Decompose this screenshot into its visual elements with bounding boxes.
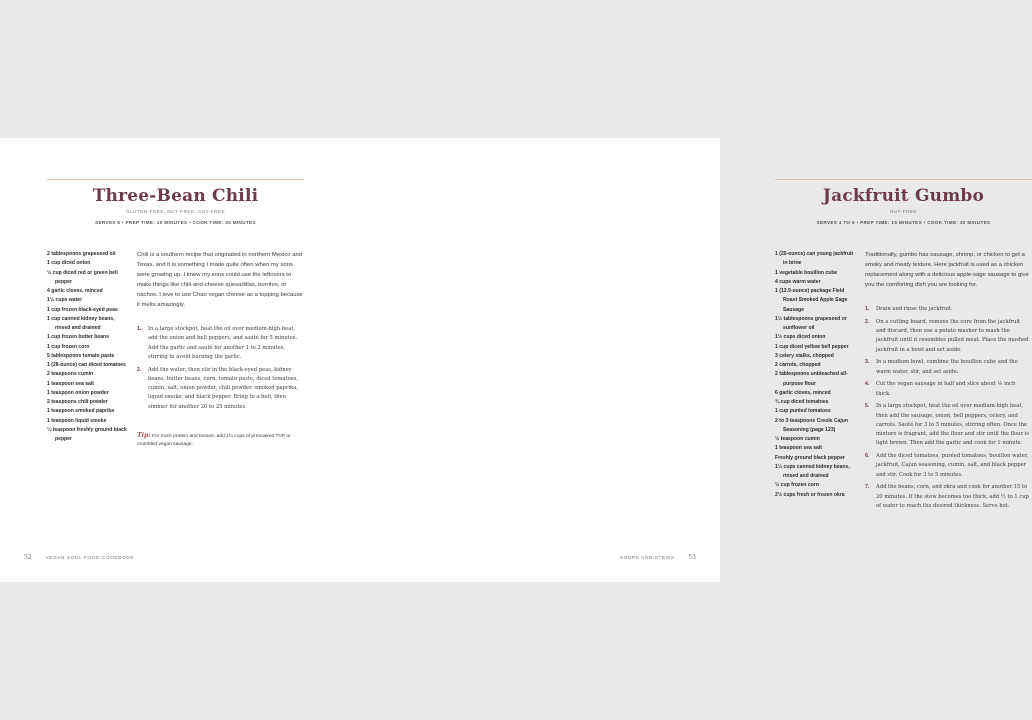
ingredient-item: 1 (12.9-ounce) package Field Roast Smoked Apple Sage Sausage — [775, 288, 848, 313]
step-number: 2. — [137, 366, 142, 373]
instruction-step — [865, 402, 1031, 448]
ingredient-item: 6 garlic cloves, minced — [775, 389, 831, 396]
step-text: In a large stockpot, heat the oil over medium-high heat, add the onion and bell peppers, and sauté for 5 minutes. Add the garlic and sauté for another 1 to 2 minutes, stirring to avoid burning the garlic. — [148, 326, 298, 360]
ingredient-item: 2½ cups fresh or frozen okra — [775, 491, 845, 498]
ingredient-item: 1 vegetable bouillon cube — [775, 269, 838, 276]
header-rule — [775, 179, 1032, 180]
recipe-meta: SERVES 6 • PREP TIME: 10 MINUTES • COOK TIME: 30 MINUTES — [95, 220, 256, 225]
tip-text: For more protein and texture, add 1½ cups of presoaked TVP or crumbled vegan sausage. — [137, 434, 291, 447]
ingredient-item: 1 teaspoon onion powder — [47, 389, 109, 396]
ingredient-list — [47, 250, 127, 444]
step-text: Add the water, then stir in the black-eyed peas, kidney beans, butter beans, corn, tomato paste, diced tomatoes, cumin, salt, onion powder, chili powder, smoked paprika, liquid smoke, and black pepper. Bring to a boil, then simmer for another 20 to 25 minutes. — [148, 366, 299, 410]
ingredient-item: 2 to 3 teaspoons Creole Cajun Seasoning (page 123) — [775, 417, 849, 433]
instruction-step — [137, 366, 303, 412]
instruction-step — [137, 325, 303, 362]
page-number: 52 — [24, 554, 32, 561]
ingredient-item: 2 teaspoons chili powder — [47, 399, 108, 405]
ingredient-item: 1 (20-ounce) can young jackfruit in brine — [775, 251, 854, 267]
ingredient-item: ¾ cup diced tomatoes — [775, 399, 829, 405]
ingredient-item: 2 tablespoons grapeseed oil — [47, 251, 116, 257]
tip-label: Tip: — [137, 432, 151, 439]
ingredient-item: 2 teaspoons cumin — [47, 371, 94, 378]
step-number: 1. — [865, 306, 870, 312]
ingredient-item: 1 cup diced onion — [47, 260, 91, 267]
ingredient-item: 1 cup diced yellow bell pepper — [775, 343, 849, 350]
ingredient-item: 1½ cups canned kidney beans, rinsed and drained — [775, 463, 850, 479]
ingredient-item: 4 cups warm water — [775, 278, 821, 285]
ingredient-item: 1½ cups water — [47, 297, 83, 304]
ingredient-item: 1 cup puréed tomatoes — [775, 408, 831, 415]
running-head: VEGAN SOUL FOOD COOKBOOK — [45, 556, 135, 561]
ingredient-item: 1 cup frozen black-eyed peas — [47, 306, 118, 313]
recipe-intro: Traditionally, gumbo has sausage, shrimp, or chicken to get a smoky and meaty texture. Here jackfruit is used as a chicken replacement along with a delicious apple-sage sausage to give you the comforting dish you are looking for. — [865, 252, 1029, 288]
ingredient-item: 1 teaspoon sea salt — [47, 380, 94, 387]
ingredient-item: 3 celery stalks, chopped — [775, 352, 834, 359]
instruction-step — [865, 483, 1031, 511]
dietary-tags: NUT-FREE — [890, 209, 917, 214]
ingredient-item: ¼ teaspoon freshly ground black pepper — [47, 426, 127, 442]
ingredient-item: 1 teaspoon smoked paprika — [47, 408, 115, 415]
page-footer — [620, 554, 696, 561]
recipe-meta: SERVES 4 TO 6 • PREP TIME: 15 MINUTES • COOK TIME: 30 MINUTES — [816, 220, 991, 225]
step-number: 2. — [865, 318, 870, 325]
instruction-step — [865, 380, 1031, 399]
step-number: 1. — [137, 326, 142, 332]
ingredient-item: 1 cup frozen butter beans — [47, 334, 109, 341]
header-rule — [47, 179, 304, 180]
ingredient-list — [775, 250, 855, 500]
ingredient-item: 4 garlic cloves, minced — [47, 288, 103, 294]
page-footer — [24, 554, 134, 561]
instruction-step — [865, 358, 1031, 377]
ingredient-item: 1½ cups diced onion — [775, 334, 826, 341]
step-number: 7. — [865, 484, 870, 491]
ingredient-item: 1 cup canned kidney beans, rinsed and drained — [47, 315, 115, 331]
step-text: On a cutting board, remove the core from the jackfruit and discard, then use a potato masher to mash the jackfruit until it resembles pulled meat. Place the mashed jackfruit in a bowl and set aside. — [876, 318, 1029, 353]
recipe-title: Jackfruit Gumbo — [822, 186, 985, 206]
ingredient-item: 5 tablespoons tomato paste — [47, 352, 115, 359]
instruction-step — [865, 305, 1031, 314]
book-spread — [0, 138, 1029, 582]
ingredient-item: ½ teaspoon cumin — [775, 436, 820, 442]
recipe-intro: Chili is a southern recipe that originated in northern Mexico and Texas, and it is something I made quite often when my sons were growing up. I knew my sons could use the leftovers to make things like chili-and-cheese quesadillas, burritos, or nachos. I love to use Chao vegan cheese as a topping because it melts amazingly. — [137, 252, 303, 308]
instruction-list — [137, 325, 303, 415]
instruction-step — [865, 452, 1031, 480]
ingredient-item: 1½ tablespoons grapeseed or sunflower oil — [775, 315, 847, 331]
ingredient-item: 2 carrots, chopped — [775, 362, 821, 368]
step-text: Cut the vegan sausage in half and slice about ⅛ inch thick. — [876, 381, 1016, 397]
step-text: In a medium bowl, combine the bouillon cube and the warm water, stir, and set aside. — [876, 359, 1018, 375]
step-number: 5. — [865, 403, 870, 410]
right-page — [360, 138, 1029, 582]
running-head: SOUPS AND STEWS — [619, 556, 675, 561]
ingredient-item: 1 (28-ounce) can diced tomatoes — [47, 362, 126, 368]
ingredient-item: 1 teaspoon liquid smoke — [47, 417, 107, 424]
ingredient-item: ½ cup diced red or green bell pepper — [47, 269, 118, 285]
step-text: Add the beans, corn, and okra and cook for another 15 to 20 minutes. If the stew becomes too thick, add ½ to 1 cup of water to reach the desired thickness. Serve hot. — [876, 484, 1029, 509]
ingredient-item: 1 teaspoon sea salt — [775, 445, 822, 452]
step-number: 4. — [865, 381, 870, 388]
step-text: Drain and rinse the jackfruit. — [876, 306, 953, 312]
ingredient-item: Freshly ground black pepper — [775, 454, 845, 461]
page-number: 53 — [688, 554, 696, 561]
recipe-tip — [137, 432, 307, 449]
instruction-list — [865, 305, 1031, 515]
ingredient-item: 2 tablespoons unbleached all-purpose flour — [775, 371, 848, 387]
instruction-step — [865, 318, 1031, 355]
left-page — [0, 138, 360, 582]
ingredient-item: 1 cup frozen corn — [47, 343, 90, 350]
step-text: In a large stockpot, heat the oil over medium-high heat, then add the sausage, onion, bell peppers, celery, and carrots. Sauté for 3 to 5 minutes, stirring often. Once the mixture is fragrant, add the flour and stir until the flour is light brown. Then add the garlic and cook for 1 minute. — [876, 403, 1029, 447]
step-number: 6. — [865, 453, 870, 460]
recipe-title: Three-Bean Chili — [92, 186, 259, 206]
ingredient-item: ½ cup frozen corn — [775, 482, 819, 489]
dietary-tags: GLUTEN-FREE, NUT-FREE, SOY-FREE — [125, 209, 226, 214]
step-number: 3. — [865, 359, 870, 366]
step-text: Add the diced tomatoes, puréed tomatoes, bouillon water, jackfruit, Cajun seasoning, cumin, salt, and black pepper and stir. Cook for 3 to 5 minutes. — [876, 453, 1029, 478]
